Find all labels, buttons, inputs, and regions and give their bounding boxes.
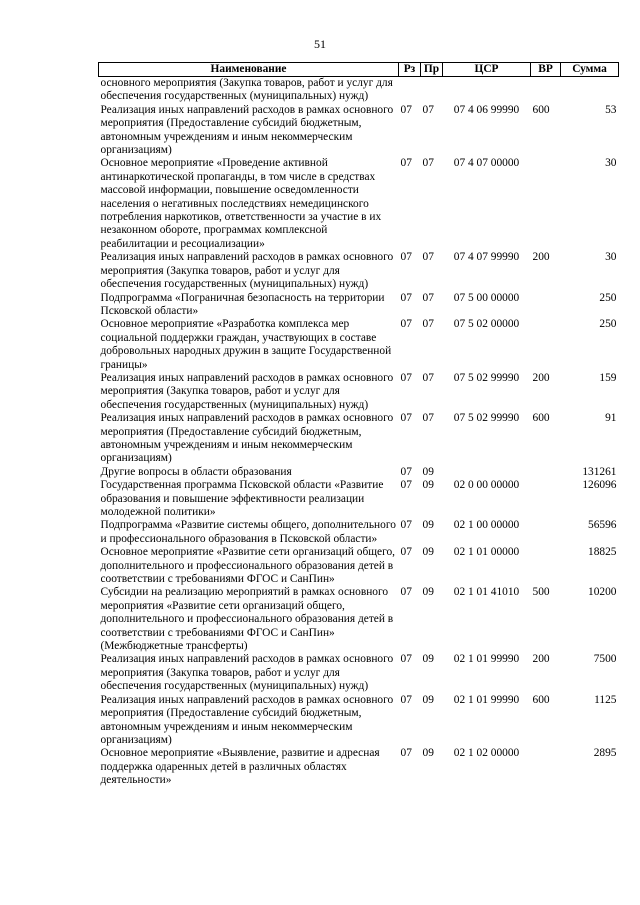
table-row [99,104,619,158]
row-rz: 07 [400,465,412,478]
header-sum: Сумма [561,63,619,77]
row-csr: 02 1 00 00000 [453,519,520,532]
row-vr: 600 [532,412,550,425]
row-sum: 91 [605,412,617,425]
row-csr: 07 4 07 99990 [453,251,520,264]
budget-table [98,62,619,788]
table-row [99,77,619,104]
row-name: Подпрограмма «Развитие системы общего, дополнительного и профессионального образования в Псковской области» [100,519,396,545]
row-csr: 07 5 02 99990 [453,371,520,384]
row-rz: 07 [400,586,412,599]
table-row [99,372,619,412]
row-sum: 250 [599,318,617,331]
row-pr [421,77,443,104]
row-vr [531,318,561,372]
row-pr: 07 [422,371,434,384]
row-vr [531,747,561,787]
table-row [99,694,619,748]
row-csr: 07 4 06 99990 [453,103,520,116]
row-csr: 07 5 02 99990 [453,412,520,425]
row-name: Реализация иных направлений расходов в рамках основного мероприятия (Закупка товаров, работ и услуг для обеспечения государственных (муниципальных) нужд) [100,653,394,693]
row-name: Другие вопросы в области образования [100,465,292,478]
header-csr: ЦСР [443,63,531,77]
row-csr: 07 4 07 00000 [453,157,520,170]
row-rz: 07 [400,318,412,331]
table-header-row [99,63,619,77]
row-sum: 159 [599,371,617,384]
row-pr: 09 [422,747,434,760]
row-rz: 07 [400,653,412,666]
table-row [99,157,619,251]
table-row [99,519,619,546]
table-row [99,479,619,519]
row-sum [561,77,619,104]
row-pr: 07 [422,251,434,264]
header-pr: Пр [421,63,443,77]
row-rz: 07 [400,519,412,532]
row-name: Реализация иных направлений расходов в рамках основного мероприятия (Предоставление субсидий бюджетным, автономным учреждениям и иным некоммерческим организациям) [100,103,394,157]
row-name: Реализация иных направлений расходов в рамках основного мероприятия (Закупка товаров, работ и услуг для обеспечения государственных (муниципальных) нужд) [100,251,394,291]
row-pr: 09 [422,693,434,706]
table-row [99,653,619,693]
row-sum: 1125 [594,693,617,706]
row-csr: 02 1 02 00000 [453,747,520,760]
row-vr: 200 [532,371,550,384]
row-csr: 07 5 02 00000 [453,318,520,331]
row-pr: 09 [422,479,434,492]
row-csr: 02 1 01 41010 [453,586,520,599]
row-vr: 500 [532,586,550,599]
table-row [99,318,619,372]
header-vr: ВР [531,63,561,77]
row-rz: 07 [400,412,412,425]
row-pr: 07 [422,157,434,170]
header-rz: Рз [399,63,421,77]
row-rz: 07 [400,693,412,706]
row-rz: 07 [400,251,412,264]
row-name: Реализация иных направлений расходов в рамках основного мероприятия (Предоставление субсидий бюджетным, автономным учреждениям и иным некоммерческим организациям) [100,693,394,746]
row-name: Государственная программа Псковской области «Развитие образования и повышение эффективности реализации молодежной политики» [100,479,384,518]
row-pr: 07 [422,291,434,304]
row-name: Субсидии на реализацию мероприятий в рамках основного мероприятия «Развитие сети организаций общего, дополнительного и профессионального образования детей в соответствии с требованиями ФГОС и СанПин» (Межбюджетные трансферты) [100,586,394,653]
row-sum: 30 [605,157,617,170]
row-sum: 18825 [588,546,617,559]
row-name: Реализация иных направлений расходов в рамках основного мероприятия (Закупка товаров, работ и услуг для обеспечения государственных (муниципальных) нужд) [100,371,394,411]
row-sum: 126096 [582,479,617,492]
row-sum: 53 [605,103,617,116]
row-rz: 07 [400,371,412,384]
row-name: Основное мероприятие «Проведение активной антинаркотической пропаганды, в том числе в средствах массовой информации, повышение осведомленности населения о негативных последствиях немедицинского потребления наркотиков, ответственности за участие в их незаконном обороте, программах комплексной реабилитации и ресоциализации» [100,157,382,250]
header-name: Наименование [99,63,399,77]
row-vr [531,466,561,479]
row-pr: 09 [422,586,434,599]
row-name: Реализация иных направлений расходов в рамках основного мероприятия (Предоставление субсидий бюджетным, автономным учреждениям и иным некоммерческим организациям) [100,412,394,465]
row-pr: 07 [422,412,434,425]
row-sum: 131261 [582,465,617,478]
row-sum: 7500 [593,653,617,666]
row-csr: 02 1 01 00000 [453,546,520,559]
row-vr [531,157,561,251]
row-rz [399,77,421,104]
row-csr [443,77,531,104]
row-csr: 02 0 00 00000 [453,479,520,492]
row-name: Основное мероприятие «Развитие сети организаций общего, дополнительного и профессионального образования детей в соответствии с требованиями ФГОС и СанПин» [100,546,395,586]
table-row [99,292,619,319]
table-row [99,546,619,586]
row-rz: 07 [400,747,412,760]
row-sum: 10200 [588,586,617,599]
row-vr [531,77,561,104]
row-rz: 07 [400,291,412,304]
row-csr: 02 1 01 99990 [453,693,520,706]
row-pr: 09 [422,653,434,666]
page-number: 51 [314,37,326,51]
row-name: основного мероприятия (Закупка товаров, работ и услуг для обеспечения государственных (муниципальных) нужд) [100,77,393,103]
row-csr: 07 5 00 00000 [453,291,520,304]
row-csr: 02 1 01 99990 [453,653,520,666]
row-vr [531,292,561,319]
table-row [99,466,619,479]
row-sum: 30 [605,251,617,264]
row-vr: 600 [532,103,550,116]
row-vr [531,519,561,546]
row-name: Подпрограмма «Пограничная безопасность на территории Псковской области» [100,291,385,317]
row-rz: 07 [400,546,412,559]
row-vr [531,546,561,586]
row-pr: 09 [422,546,434,559]
row-pr: 09 [422,519,434,532]
row-csr [443,466,531,479]
table-row [99,747,619,787]
row-vr: 600 [532,693,550,706]
row-rz: 07 [400,157,412,170]
row-sum: 250 [599,291,617,304]
row-sum: 56596 [588,519,617,532]
table-row [99,412,619,466]
row-rz: 07 [400,479,412,492]
row-name: Основное мероприятие «Выявление, развитие и адресная поддержка одаренных детей в различных областях деятельности» [100,747,380,787]
row-pr: 09 [422,465,434,478]
row-name: Основное мероприятие «Разработка комплекса мер социальной поддержки граждан, участвующих в составе добровольных народных дружин в защите Государственной границы» [100,318,392,371]
row-vr: 200 [532,251,550,264]
row-vr: 200 [532,653,550,666]
row-vr [531,479,561,519]
table-row [99,251,619,291]
row-rz: 07 [400,103,412,116]
table-row [99,586,619,653]
row-sum: 2895 [593,747,617,760]
row-pr: 07 [422,103,434,116]
row-pr: 07 [422,318,434,331]
